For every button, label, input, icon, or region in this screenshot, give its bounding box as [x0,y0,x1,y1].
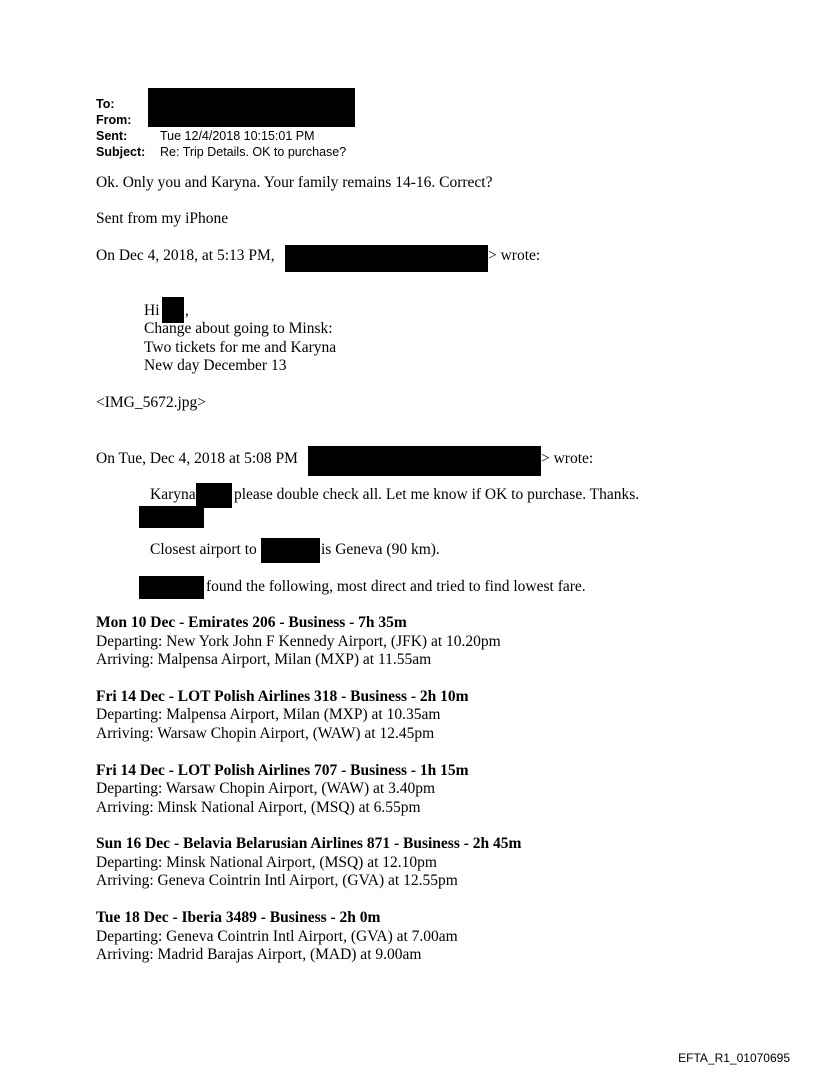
flight-title: Sun 16 Dec - Belavia Belarusian Airlines 871 - Business - 2h 45m [96,835,522,852]
subject-value: Re: Trip Details. OK to purchase? [160,145,347,159]
to-label: To: [96,97,115,111]
flight-title: Tue 18 Dec - Iberia 3489 - Business - 2h 0m [96,909,381,926]
flight-departing: Departing: Warsaw Chopin Airport, (WAW) at 3.40pm [96,780,436,797]
quote2-wrote: > wrote: [541,450,594,467]
from-label: From: [96,113,132,127]
quote1-line3: New day December 13 [144,357,287,374]
sent-row [96,128,346,144]
flight-departing: Departing: New York John F Kennedy Airport, (JFK) at 10.20pm [96,633,501,650]
sent-value: Tue 12/4/2018 10:15:01 PM [160,129,315,143]
flight-departing: Departing: Malpensa Airport, Milan (MXP) at 10.35am [96,706,441,723]
redaction-location [261,538,320,563]
flight-arriving: Arriving: Minsk National Airport, (MSQ) at 6.55pm [96,799,421,816]
q2-karyna: Karyna [150,486,196,503]
q2-closest-start: Closest airport to [150,541,257,558]
redaction-sender1 [285,245,488,272]
quote1-greeting-end: , [185,302,189,319]
flight-title: Fri 14 Dec - LOT Polish Airlines 707 - Business - 1h 15m [96,762,469,779]
redaction-inline-2 [139,506,204,528]
flight-arriving: Arriving: Geneva Cointrin Intl Airport, (GVA) at 12.55pm [96,872,458,889]
quote1-line1: Change about going to Minsk: [144,320,333,337]
quote1-line2: Two tickets for me and Karyna [144,339,337,356]
quote1-intro: On Dec 4, 2018, at 5:13 PM, [96,247,275,264]
document-id: EFTA_R1_01070695 [678,1051,790,1065]
flight-arriving: Arriving: Warsaw Chopin Airport, (WAW) at 12.45pm [96,725,435,742]
flight-departing: Departing: Geneva Cointrin Intl Airport, (GVA) at 7.00am [96,928,458,945]
sent-label: Sent: [96,129,128,143]
quote2-intro: On Tue, Dec 4, 2018 at 5:08 PM [96,450,298,467]
redaction-sender2 [308,446,541,476]
redaction-person [139,576,204,599]
flight-arriving: Arriving: Madrid Barajas Airport, (MAD) at 9.00am [96,946,422,963]
flight-title: Fri 14 Dec - LOT Polish Airlines 318 - Business - 2h 10m [96,688,469,705]
q2-found: found the following, most direct and tried to find lowest fare. [206,578,586,595]
attachment-name: <IMG_5672.jpg> [96,394,207,411]
quote1-greeting-start: Hi [144,302,160,319]
q2-closest-end: is Geneva (90 km). [321,541,440,558]
flight-title: Mon 10 Dec - Emirates 206 - Business - 7h 35m [96,614,407,631]
reply-line: Ok. Only you and Karyna. Your family remains 14-16. Correct? [96,174,493,191]
redaction-inline-1 [196,483,232,508]
q2-check: please double check all. Let me know if OK to purchase. Thanks. [234,486,640,503]
signature: Sent from my iPhone [96,210,229,227]
quote1-wrote: > wrote: [488,247,541,264]
flight-arriving: Arriving: Malpensa Airport, Milan (MXP) at 11.55am [96,651,432,668]
subject-row [96,144,346,160]
subject-label: Subject: [96,145,146,159]
redaction-to-from [148,88,355,127]
flight-departing: Departing: Minsk National Airport, (MSQ) at 12.10pm [96,854,437,871]
